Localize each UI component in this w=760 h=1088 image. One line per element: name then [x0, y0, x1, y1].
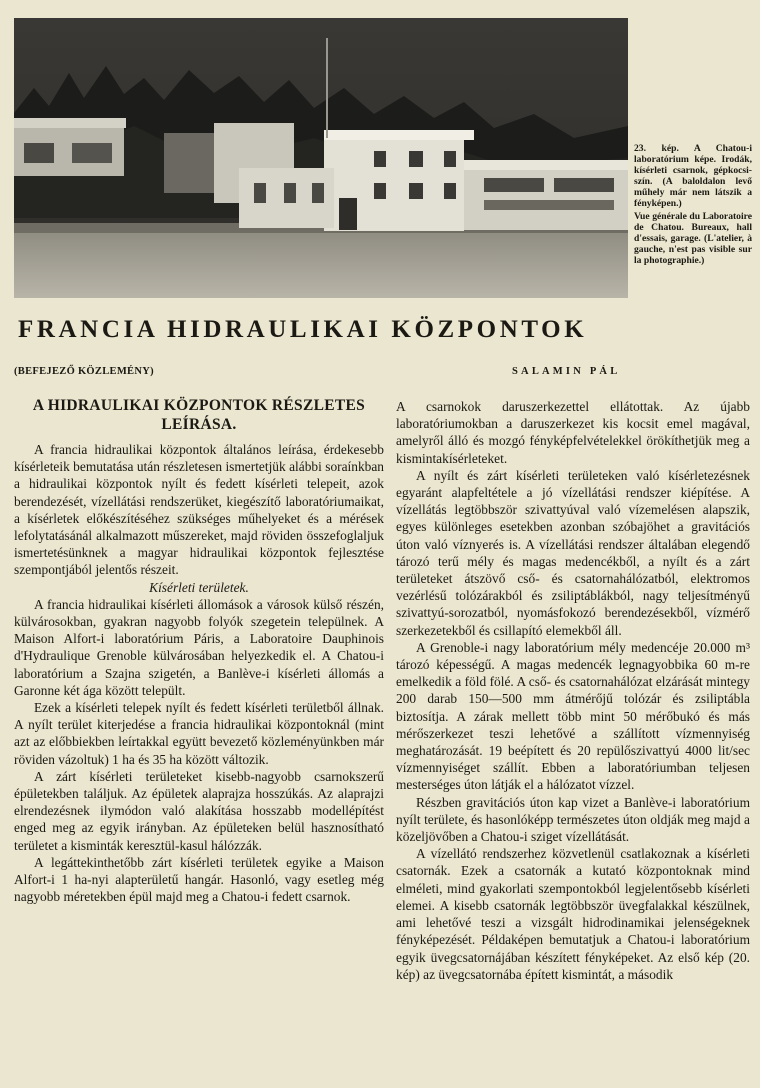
article-subtitle: (BEFEJEZŐ KÖZLEMÉNY) [14, 366, 154, 377]
paragraph: A francia hidraulikai központok általános leírása, érdekesebb kísérleteik bemutatása után részletesen ismertetjük alábbi soraínkban a hidraulikai központok nyílt és fedett kísérleti telepeit, azok berendezését, vízellátási rendszerüket, kiegészítő laboratóriumaikat, a kísérletek előkészítéséhez szükséges műhelyeket és a mérések lefolytatásánál alkalmazott műszereket, majd röviden összefoglaljuk ismertetésünknek a magyar hidraulikai központok fejlesztése szempontjából jelentős részeit. [14, 442, 384, 578]
caption-hungarian: 23. kép. A Chatou-i laboratórium képe. Irodák, kísérleti csarnok, gépkocsi-szín. (A baloldalon levő műhely már nem látszik a fényképen.) [634, 143, 752, 209]
paragraph: Részben gravitációs úton kap vizet a Banlève-i laboratórium nyílt területe, és hasonlóképp természetes úton oldják meg majd a közeljövőben a Chatou-i sziget vízellátását. [396, 794, 750, 845]
paragraph: A Grenoble-i nagy laboratórium mély medencéje 20.000 m³ tározó képességű. A magas medencék legnagyobbika 60 m-re emelkedik a föld fölé. A cső- és csatornahálózat elzárását mintegy 200 darab 150—500 mm átmérőjű tolózár és zsiliptábla biztosítja. A zárak mellett több mint 50 mérőbukó és más mérőszerkezet teszi lehetővé a szállított vízmennyiség meghatározását. 19 beépített és 20 repülőszivattyú 4000 lit/sec vízmennyiséget szállít. Ebben a laboratóriumban teljesen mesterséges úton látják el a hálózatot vízzel. [396, 639, 750, 793]
left-column [14, 396, 384, 905]
right-column [396, 398, 750, 983]
paragraph: A zárt kísérleti területeket kisebb-nagyobb csarnokszerű épületekben találjuk. Az épületek alaprajza hosszúkás. Az alaprajzi elrendezésnek ilymódon való alakítása hosszabb modellépítést enged meg az egyik irányban. Az épületeken belül hasznosítható területet a kisminták keresztül-kasul hálózzák. [14, 768, 384, 853]
article-author: SALAMIN PÁL [512, 366, 621, 377]
laboratory-photo [14, 18, 628, 298]
paragraph: A csarnokok daruszerkezettel ellátottak. Az újabb laboratóriumokban a daruszerkezet kis kocsit emel magával, amelyről álló és mozgó fényképfelvételekkel örökíthetjük meg a kismintakísérleteket. [396, 399, 750, 466]
caption-french: Vue générale du Laboratoire de Chatou. Bureaux, hall d'essais, garage. (L'atelier, à gauche, n'est pas visible sur la photographie.) [634, 211, 752, 266]
paragraph: Ezek a kísérleti telepek nyílt és fedett kísérleti területből állnak. A nyílt terület kiterjedése a francia hidraulikai központoknál (mint azt az előbbiekben leírtakkal együtt bevezető közleményünkben már röviden vázoltuk) 1 ha és 35 ha között változik. [14, 700, 384, 767]
paragraph: A nyílt és zárt kísérleti területeken való kísérletezésnek egyaránt alapfeltétele a jó vízellátási rendszer kiépítése. A vízellátás legtöbbször szivattyúval való vízemelésen alapszik, egyes különleges esetekben azonban szóbajöhet a gravitációs úton való víznyerés is. A vízellátási rendszer általában elegendő tározó terű mély és magas medencékből, a nyílt és a zárt területeket átszövő cső- és csatornahálózatból, elektromos vezérlésű tolózárakból és zsiliptáblákból, nagy teljesítményű szivattyú-sorozatból, nyomásfokozó berendezésekből, vízmérő szerkezetekből és csillapító elemekből áll. [396, 467, 750, 638]
article-title: FRANCIA HIDRAULIKAI KÖZPONTOK [18, 316, 588, 343]
figure-caption [634, 143, 752, 268]
paragraph: A vízellátó rendszerhez közvetlenül csatlakoznak a kísérleti csatornák. Ezek a csatornák a kutató központoknak mind elméleti, mind gyakorlati szempontokból legjelentősebb kísérleti elemei. A kisebb csatornák legtöbbször üvegfalakkal készülnek, ami lehetővé teszi a vizsgált hidrodinamikai jelenségeknek fényképezését. Példaképen bemutatjuk a Chatou-i laboratórium egyik üvegcsatornájában készített fényképeket. Az első kép (20. kép) az üvegcsatornába épített kismintát, a második [396, 846, 750, 982]
paragraph: A francia hidraulikai kísérleti állomások a városok külső részén, külvárosokban, gyakran nagyobb folyók szegetein települnek. A Maison Alfort-i laboratórium Páris, a Laboratoire Dauphinois d'Hydraulique Grenoble külvárosában helyezkedik el. A Chatou-i laboratórium a Szajna szigetén, a Banlève-i kísérleti állomás a Garonne két ága között települt. [14, 596, 384, 698]
subheading: Kísérleti területek. [149, 579, 249, 595]
paragraph: A legáttekinthetőbb zárt kísérleti területek egyike a Maison Alfort-i 1 ha-nyi alapterületű hangár. Hasonló, vagy esetleg még nagyobb méretekben épül majd meg a Chatou-i fedett csarnok. [14, 854, 384, 905]
section-heading: A HIDRAULIKAI KÖZPONTOK RÉSZLETES LEÍRÁSA. [32, 397, 366, 433]
